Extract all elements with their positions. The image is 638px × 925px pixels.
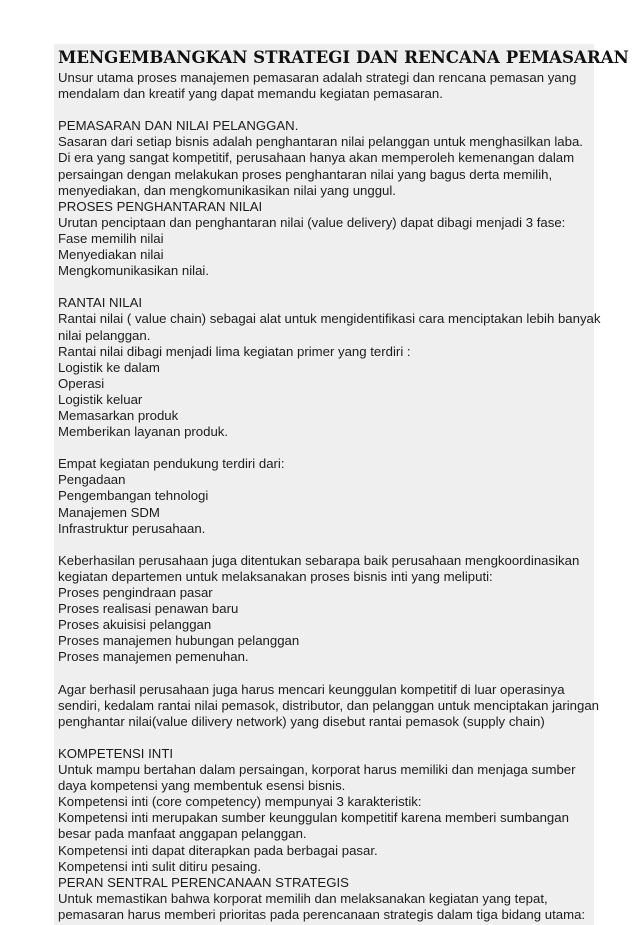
text-line: Urutan penciptaan dan penghantaran nilai (value delivery) dapat dibagi menjadi 3 fase: [58, 214, 566, 230]
text-line: Proses manajemen hubungan pelanggan [58, 633, 300, 649]
text-line: Kompetensi inti merupakan sumber keunggulan kompetitif karena memberi sumbangan [58, 810, 569, 826]
text-line: Infrastruktur perusahaan. [58, 520, 206, 536]
text-line: persaingan dengan melakukan proses penghantaran nilai yang bagus derta memilih, [58, 166, 553, 182]
text-line: Unsur utama proses manajemen pemasaran adalah strategi dan rencana pemasan yang [58, 70, 577, 85]
text-line: mendalam dan kreatif yang dapat memandu kegiatan pemasaran. [58, 86, 443, 102]
text-line: Untuk mampu bertahan dalam persaingan, korporat harus memiliki dan menjaga sumber [58, 762, 576, 778]
text-line: Mengkomunikasikan nilai. [58, 263, 209, 279]
text-line: PERAN SENTRAL PERENCANAAN STRATEGIS [58, 874, 349, 890]
text-line: Operasi [58, 375, 105, 391]
text-line: Keberhasilan perusahaan juga ditentukan sebarapa baik perusahaan mengkoordinasikan [58, 552, 580, 568]
blank-line [58, 730, 594, 746]
text-line: Fase memilih nilai [58, 230, 164, 246]
blank-line [58, 102, 594, 118]
text-line: KOMPETENSI INTI [58, 745, 174, 761]
text-line: Pengadaan [58, 472, 126, 488]
text-line: kegiatan departemen untuk melaksanakan proses bisnis inti yang meliputi: [58, 568, 493, 584]
document-page [54, 44, 629, 925]
text-line: Menyediakan nilai [58, 247, 164, 263]
text-line: RANTAI NILAI [58, 295, 143, 311]
text-line: Manajemen SDM [58, 504, 160, 520]
text-line: Logistik keluar [58, 391, 143, 407]
text-line: Logistik ke dalam [58, 359, 160, 375]
text-line: Di era yang sangat kompetitif, perusahaan hanya akan memperoleh kemenangan dalam [58, 150, 575, 166]
text-line: Pengembangan tehnologi [58, 488, 209, 504]
text-line: Sasaran dari setiap bisnis adalah penghantaran nilai pelanggan untuk menghasilkan laba. [58, 134, 583, 150]
text-line: Proses manajemen pemenuhan. [58, 649, 249, 665]
text-line: Kompetensi inti dapat diterapkan pada berbagai pasar. [58, 842, 378, 858]
text-line: Memberikan layanan produk. [58, 424, 229, 440]
text-line: Rantai nilai dibagi menjadi lima kegiatan primer yang terdiri : [58, 343, 411, 359]
text-line: Untuk memastikan bahwa korporat memilih dan melaksanakan kegiatan yang tepat, [58, 890, 548, 906]
blank-line [58, 537, 594, 553]
text-line: daya kompetensi yang membentuk esensi bisnis. [58, 778, 346, 794]
text-line: Kompetensi inti sulit ditiru pesaing. [58, 858, 262, 874]
text-line: PEMASARAN DAN NILAI PELANGGAN. [58, 118, 299, 134]
text-line: PROSES PENGHANTARAN NILAI [58, 198, 263, 214]
text-line: Agar berhasil perusahaan juga harus mencari keunggulan kompetitif di luar operasinya [58, 681, 565, 697]
text-line: besar pada manfaat anggapan pelanggan. [58, 826, 307, 842]
text-line: pemasaran harus memberi prioritas pada perencanaan strategis dalam tiga bidang utama: [58, 906, 586, 922]
blank-line [58, 440, 594, 456]
text-line: Kompetensi inti (core competency) mempunyai 3 karakteristik: [58, 794, 422, 810]
document-title: MENGEMBANGKAN STRATEGI DAN RENCANA PEMASARAN [58, 47, 629, 67]
blank-line [58, 665, 594, 681]
text-line: penghantar nilai(value dilivery network) yang disebut rantai pemasok (supply chain) [58, 713, 545, 729]
text-line: nilai pelanggan. [58, 327, 151, 343]
text-line: Proses realisasi penawan baru [58, 601, 239, 617]
text-line: Memasarkan produk [58, 407, 179, 423]
text-line: Proses pengindraan pasar [58, 585, 213, 600]
text-line: sendiri, kedalam rantai nilai pemasok, distributor, dan pelanggan untuk menciptakan jaringan [58, 697, 600, 713]
blank-line [58, 279, 594, 295]
text-line: Rantai nilai ( value chain) sebagai alat untuk mengidentifikasi cara menciptakan lebih banyak [58, 311, 601, 327]
text-line: Empat kegiatan pendukung terdiri dari: [58, 456, 285, 472]
document-body [58, 70, 601, 923]
text-line: Proses akuisisi pelanggan [58, 617, 212, 633]
text-line: menyediakan, dan mengkomunikasikan nilai yang unggul. [58, 182, 396, 198]
